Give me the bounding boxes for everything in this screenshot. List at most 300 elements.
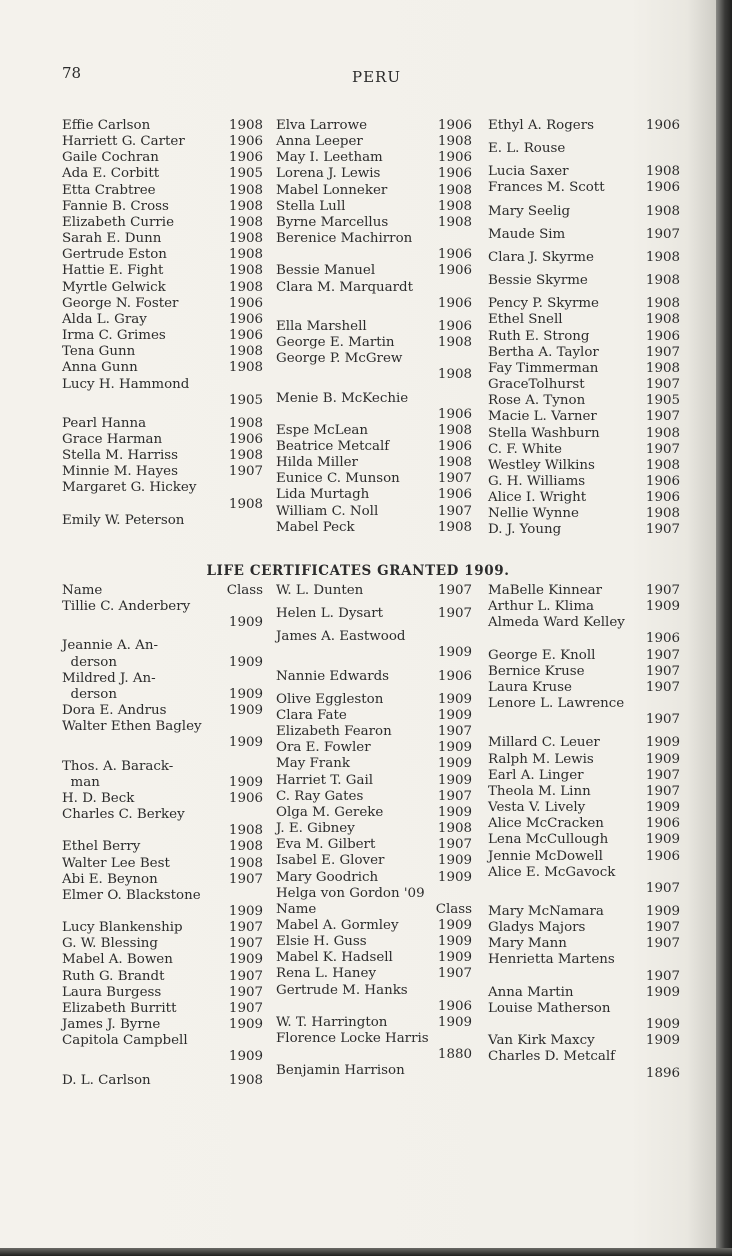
entry-year: 1908: [437, 455, 472, 471]
entry-year: 1906: [437, 247, 472, 263]
entry-year: 1905: [645, 393, 680, 409]
entry-year: 1907: [645, 783, 680, 799]
entry-year: 1909: [645, 735, 680, 751]
entry-name: Mabel Lonneker: [276, 182, 388, 198]
list-item: [488, 784, 680, 800]
entry-name: Helen L. Dysart: [276, 606, 384, 622]
entry-year: 1909: [437, 772, 472, 788]
list-item: [62, 464, 263, 480]
entry-name: MaBelle Kinnear: [488, 583, 603, 598]
list-item: [276, 351, 472, 383]
entry-year: 1906: [228, 790, 263, 806]
list-item: [62, 263, 263, 279]
list-item: [62, 409, 263, 432]
list-item: [62, 872, 263, 888]
entry-name: Mabel A. Gormley: [276, 917, 399, 933]
entry-name: J. E. Gibney: [276, 821, 355, 837]
entry-year: 1907: [645, 583, 680, 598]
entry-name: Fay Timmerman: [488, 360, 599, 376]
entry-name: Jeannie A. An-: [62, 638, 158, 654]
entry-year: 1906: [645, 848, 680, 864]
entry-year: 1907: [645, 679, 680, 695]
list-item: [276, 773, 472, 789]
entry-year: 1909: [228, 735, 263, 751]
entry-year: 1907: [437, 966, 472, 982]
list-item: [276, 231, 472, 263]
entry-year: 1908: [645, 296, 680, 312]
entry-year: 1909: [645, 903, 680, 919]
entry-name: Ethyl A. Rogers: [488, 118, 594, 133]
entry-year: 1909: [437, 645, 472, 661]
entry-name: Helga von Gordon '09: [276, 885, 425, 901]
entry-year: 1909: [228, 686, 263, 702]
list-item: [276, 599, 472, 622]
entry-year: 1908: [437, 519, 472, 535]
list-item: [276, 886, 472, 902]
entry-year: 1906: [228, 150, 263, 166]
entry-name: Ruth G. Brandt: [62, 968, 165, 984]
entry-year: 1907: [645, 441, 680, 457]
entry-name: Berenice Machirron: [276, 231, 413, 247]
entry-name: Gertrude M. Hanks: [276, 982, 408, 998]
list-item: [488, 680, 680, 696]
entry-name: Alice E. McGavock: [488, 864, 616, 880]
list-item: [488, 936, 680, 952]
entry-name: Etta Crabtree: [62, 182, 156, 198]
entry-year: 1907: [437, 724, 472, 740]
entry-name: G. W. Blessing: [62, 936, 158, 952]
entry-year: 1906: [228, 134, 263, 150]
list-item: [276, 853, 472, 869]
entry-year: 1908: [645, 164, 680, 180]
entry-name: derson: [62, 654, 117, 670]
entry-name: Sarah E. Dunn: [62, 231, 162, 247]
entry-name: George E. Martin: [276, 335, 395, 351]
entry-name: Mabel Peck: [276, 519, 355, 535]
entry-year: 1906: [437, 318, 472, 334]
entry-name: George P. McGrew: [276, 351, 403, 367]
list-item: [62, 791, 263, 807]
entry-name: Gertrude Eston: [62, 247, 167, 263]
entry-year: 1909: [228, 654, 263, 670]
entry-name: Gaile Cochran: [62, 150, 159, 166]
entry-name: Byrne Marcellus: [276, 214, 389, 230]
list-item: [62, 1066, 263, 1089]
list-item: [488, 752, 680, 768]
entry-name: Olive Eggleston: [276, 691, 384, 707]
entry-name: Dora E. Andrus: [62, 703, 167, 719]
list-item: [276, 263, 472, 279]
entry-name: Henrietta Martens: [488, 952, 615, 968]
list-item: [488, 664, 680, 680]
entry-year: 1906: [437, 487, 472, 503]
list-item: [62, 703, 263, 719]
entry-year: 1909: [437, 934, 472, 950]
list-item: [62, 312, 263, 328]
entry-name: Clara Fate: [276, 707, 347, 723]
list-item: [488, 865, 680, 897]
entry-year: 1908: [645, 360, 680, 376]
list-item: [488, 583, 680, 599]
entry-year: 1908: [645, 273, 680, 289]
list-item: [62, 377, 263, 409]
entry-year: 1908: [228, 415, 263, 431]
list-item: [276, 837, 472, 853]
entry-name: Eunice C. Munson: [276, 471, 400, 487]
entry-year: 1908: [228, 263, 263, 279]
list-item: [488, 816, 680, 832]
entry-name: Ralph M. Lewis: [488, 751, 594, 767]
section-heading: LIFE CERTIFICATES GRANTED 1909.: [206, 563, 510, 579]
entry-name: George E. Knoll: [488, 647, 596, 663]
entry-name: Ethel Berry: [62, 839, 141, 855]
entry-name: Nannie Edwards: [276, 668, 390, 684]
list-item: [62, 1001, 263, 1017]
page-edge-shadow: [716, 0, 732, 1256]
entry-year: 1907: [228, 920, 263, 936]
entry-name: E. L. Rouse: [488, 141, 566, 157]
entry-year: 1907: [437, 606, 472, 622]
entry-year: 1908: [645, 457, 680, 473]
entry-name: James J. Byrne: [62, 1017, 161, 1033]
list-item: [62, 775, 263, 791]
list-item: [62, 118, 263, 134]
list-item: [488, 920, 680, 936]
entry-year: 1907: [645, 226, 680, 242]
list-item: [488, 648, 680, 664]
list-item: [276, 870, 472, 886]
list-item: [62, 513, 263, 529]
entry-name: Name: [62, 583, 103, 598]
entry-year: 1908: [228, 198, 263, 214]
entry-name: Lucy H. Hammond: [62, 376, 190, 392]
life-certificates-column-2: [276, 583, 472, 1080]
entry-name: Mary McNamara: [488, 903, 604, 919]
entry-name: Anna Martin: [488, 984, 574, 1000]
entry-year: 1906: [645, 180, 680, 196]
entry-year: 1906: [228, 431, 263, 447]
entry-name: Lucia Saxer: [488, 164, 569, 180]
list-item: [488, 849, 680, 865]
entry-year: 1908: [228, 839, 263, 855]
entry-year: 1907: [228, 871, 263, 887]
list-item: [488, 345, 680, 361]
entry-year: 1908: [228, 448, 263, 464]
entry-year: 1906: [437, 998, 472, 1014]
list-item: [488, 1001, 680, 1033]
entry-name: Ora E. Fowler: [276, 740, 371, 756]
entry-name: W. L. Dunten: [276, 583, 364, 598]
entry-year: 1907: [645, 880, 680, 896]
life-certificates-column-3: [488, 583, 680, 1082]
list-item: [488, 1049, 680, 1081]
entry-name: Walter Lee Best: [62, 855, 170, 871]
entry-year: 1909: [228, 903, 263, 919]
entry-year: 1906: [645, 328, 680, 344]
entry-name: Bessie Skyrme: [488, 273, 588, 289]
list-item: [488, 897, 680, 920]
entry-name: W. T. Harrington: [276, 1014, 388, 1030]
entry-year: 1906: [437, 263, 472, 279]
entry-name: Anna Leeper: [276, 134, 363, 150]
entry-name: Ethel Snell: [488, 312, 563, 328]
list-item: [276, 789, 472, 805]
list-item: [62, 671, 263, 687]
entry-year: 1908: [228, 1072, 263, 1088]
entry-name: Tena Gunn: [62, 344, 136, 360]
list-item: [62, 231, 263, 247]
entry-name: Olga M. Gereke: [276, 804, 384, 820]
entry-year: 1908: [228, 496, 263, 512]
list-item: [276, 756, 472, 772]
list-item: [62, 752, 263, 775]
list-item: [276, 708, 472, 724]
list-item: [276, 183, 472, 199]
entry-year: 1908: [645, 203, 680, 219]
entry-year: 1909: [645, 599, 680, 615]
list-item: [276, 934, 472, 950]
list-item: [62, 655, 263, 671]
entry-year: 1909: [437, 917, 472, 933]
entry-name: derson: [62, 686, 117, 702]
entry-year: 1907: [437, 788, 472, 804]
entry-name: Pency P. Skyrme: [488, 296, 599, 312]
entry-name: Louise Matherson: [488, 1000, 611, 1016]
entry-name: Myrtle Gelwick: [62, 279, 166, 295]
entry-name: Effie Carlson: [62, 118, 151, 133]
entry-year: 1908: [645, 425, 680, 441]
entry-name: Walter Ethen Bagley: [62, 719, 202, 735]
entry-name: Lena McCullough: [488, 832, 609, 848]
list-item: [488, 329, 680, 345]
list-item: [488, 157, 680, 180]
entry-year: 1907: [645, 647, 680, 663]
entry-year: 1909: [437, 707, 472, 723]
entry-year: 1909: [228, 774, 263, 790]
entry-year: 1908: [228, 214, 263, 230]
list-item: [62, 247, 263, 263]
entry-name: Arthur L. Klima: [488, 599, 595, 615]
list-item: [276, 918, 472, 934]
entry-year: 1907: [645, 344, 680, 360]
entry-name: Jennie McDowell: [488, 848, 603, 864]
entry-year: 1908: [437, 367, 472, 383]
entry-name: Harriet T. Gail: [276, 772, 374, 788]
entry-name: Alda L. Gray: [62, 311, 147, 327]
entry-name: May I. Leetham: [276, 150, 383, 166]
entry-year: 1906: [228, 295, 263, 311]
entry-name: Earl A. Linger: [488, 767, 584, 783]
entry-name: Eva M. Gilbert: [276, 837, 376, 853]
entry-year: 1908: [437, 182, 472, 198]
entry-year: 1908: [228, 182, 263, 198]
list-item: [276, 335, 472, 351]
entry-name: Emily W. Peterson: [62, 512, 185, 528]
list-item: [488, 506, 680, 522]
list-item: [488, 220, 680, 243]
list-item: [62, 985, 263, 1001]
list-item: [62, 328, 263, 344]
entry-year: 1909: [437, 1014, 472, 1030]
entry-name: Ada E. Corbitt: [62, 166, 160, 182]
entry-year: 1908: [437, 821, 472, 837]
entry-year: 1909: [228, 615, 263, 631]
entry-name: Mary Mann: [488, 936, 567, 952]
list-item: [276, 1015, 472, 1031]
entry-year: 1908: [645, 249, 680, 265]
entry-name: Mabel A. Bowen: [62, 952, 173, 968]
entry-name: Fannie B. Cross: [62, 198, 169, 214]
list-item: [62, 134, 263, 150]
list-item: [62, 166, 263, 182]
entry-year: 1906: [228, 311, 263, 327]
entry-year: 1909: [437, 740, 472, 756]
list-item: [62, 856, 263, 872]
entry-name: G. H. Williams: [488, 473, 586, 489]
list-item: [276, 583, 472, 599]
list-item: [276, 1063, 472, 1079]
entry-year: 1906: [437, 438, 472, 454]
entry-name: Thos. A. Barack-: [62, 758, 174, 774]
entry-name: Beatrice Metcalf: [276, 438, 390, 454]
entry-year: 1906: [645, 631, 680, 647]
list-item: [276, 902, 472, 918]
list-item: [488, 426, 680, 442]
entry-name: Hilda Miller: [276, 455, 358, 471]
entry-name: Isabel E. Glover: [276, 853, 385, 869]
entry-year: 1909: [437, 756, 472, 772]
list-item: [276, 740, 472, 756]
entry-name: Lucy Blankenship: [62, 920, 183, 936]
list-item: [62, 969, 263, 985]
entry-name: Van Kirk Maxcy: [488, 1033, 595, 1049]
list-item: [276, 821, 472, 837]
entry-name: Elizabeth Burritt: [62, 1000, 177, 1016]
list-item: [62, 839, 263, 855]
entry-name: Pearl Hanna: [62, 415, 147, 431]
entry-name: man: [62, 774, 100, 790]
entry-name: Stella Washburn: [488, 425, 600, 441]
entry-name: GraceTolhurst: [488, 377, 585, 393]
list-item: [488, 409, 680, 425]
list-item: [62, 344, 263, 360]
list-item: [488, 243, 680, 266]
entry-name: Name: [276, 901, 317, 917]
entry-year: 1909: [228, 1017, 263, 1033]
list-item: [276, 724, 472, 740]
entry-year: 1909: [437, 691, 472, 707]
list-item: [488, 728, 680, 751]
entry-name: Theola M. Linn: [488, 783, 591, 799]
entry-year: 1906: [437, 150, 472, 166]
entry-name: Elizabeth Fearon: [276, 724, 392, 740]
entry-name: Elva Larrowe: [276, 118, 367, 133]
entry-year: 1906: [645, 473, 680, 489]
entry-year: 1906: [228, 328, 263, 344]
entry-year: 1909: [437, 853, 472, 869]
entry-name: Mary Seelig: [488, 203, 571, 219]
entry-name: Lorena J. Lewis: [276, 166, 381, 182]
entry-year: 1907: [437, 503, 472, 519]
list-item: [488, 180, 680, 196]
entry-name: Laura Burgess: [62, 984, 162, 1000]
entry-name: Bertha A. Taylor: [488, 344, 599, 360]
list-item: [62, 687, 263, 703]
entry-name: Elsie H. Guss: [276, 934, 367, 950]
entry-year: 1907: [228, 936, 263, 952]
entry-name: Elizabeth Currie: [62, 214, 175, 230]
list-item: [488, 458, 680, 474]
entry-name: Clara J. Skyrme: [488, 249, 594, 265]
list-item: [276, 423, 472, 439]
list-item: [488, 312, 680, 328]
entry-name: Westley Wilkins: [488, 457, 595, 473]
entry-year: 1908: [228, 231, 263, 247]
entry-year: 1908: [645, 506, 680, 522]
list-item: [62, 215, 263, 231]
list-item: [62, 719, 263, 751]
list-item: [62, 199, 263, 215]
list-item: [276, 622, 472, 661]
list-item: [62, 280, 263, 296]
entry-name: Mary Goodrich: [276, 869, 379, 885]
entry-year: 1905: [228, 166, 263, 182]
list-item: [276, 662, 472, 685]
list-item: [488, 474, 680, 490]
list-item: [62, 936, 263, 952]
entry-year: 1909: [645, 832, 680, 848]
entry-year: 1909: [228, 703, 263, 719]
entry-name: James A. Eastwood: [276, 629, 406, 645]
page-title: PERU: [352, 68, 401, 86]
list-item: [276, 312, 472, 335]
list-item: [488, 377, 680, 393]
entry-year: 1908: [228, 360, 263, 376]
entry-year: 1907: [645, 936, 680, 952]
entry-name: Almeda Ward Kelley: [488, 615, 625, 631]
list-item: [488, 490, 680, 506]
entry-name: May Frank: [276, 756, 350, 772]
entry-year: 1906: [437, 118, 472, 133]
roster-column-2: [276, 118, 472, 536]
entry-name: Clara M. Marquardt: [276, 279, 414, 295]
list-item: [62, 480, 263, 512]
list-item: [276, 805, 472, 821]
entry-year: 1909: [437, 950, 472, 966]
entry-year: 1908: [437, 335, 472, 351]
entry-year: 1909: [645, 1017, 680, 1033]
entry-year: 1907: [437, 837, 472, 853]
list-item: [276, 215, 472, 231]
entry-name: Macie L. Varner: [488, 409, 597, 425]
list-item: [488, 615, 680, 647]
entry-year: 1880: [437, 1047, 472, 1063]
page-number: 78: [62, 64, 82, 82]
entry-year: 1907: [645, 920, 680, 936]
roster-column-1: [62, 118, 263, 529]
entry-name: C. F. White: [488, 441, 562, 457]
list-item: [276, 487, 472, 503]
entry-year: 1908: [228, 344, 263, 360]
entry-year: 1908: [228, 855, 263, 871]
list-item: [62, 952, 263, 968]
list-item: [276, 471, 472, 487]
entry-year: 1908: [645, 312, 680, 328]
list-item: [276, 966, 472, 982]
entry-year: 1906: [645, 118, 680, 133]
entry-name: Maude Sim: [488, 226, 566, 242]
entry-name: Laura Kruse: [488, 679, 572, 695]
